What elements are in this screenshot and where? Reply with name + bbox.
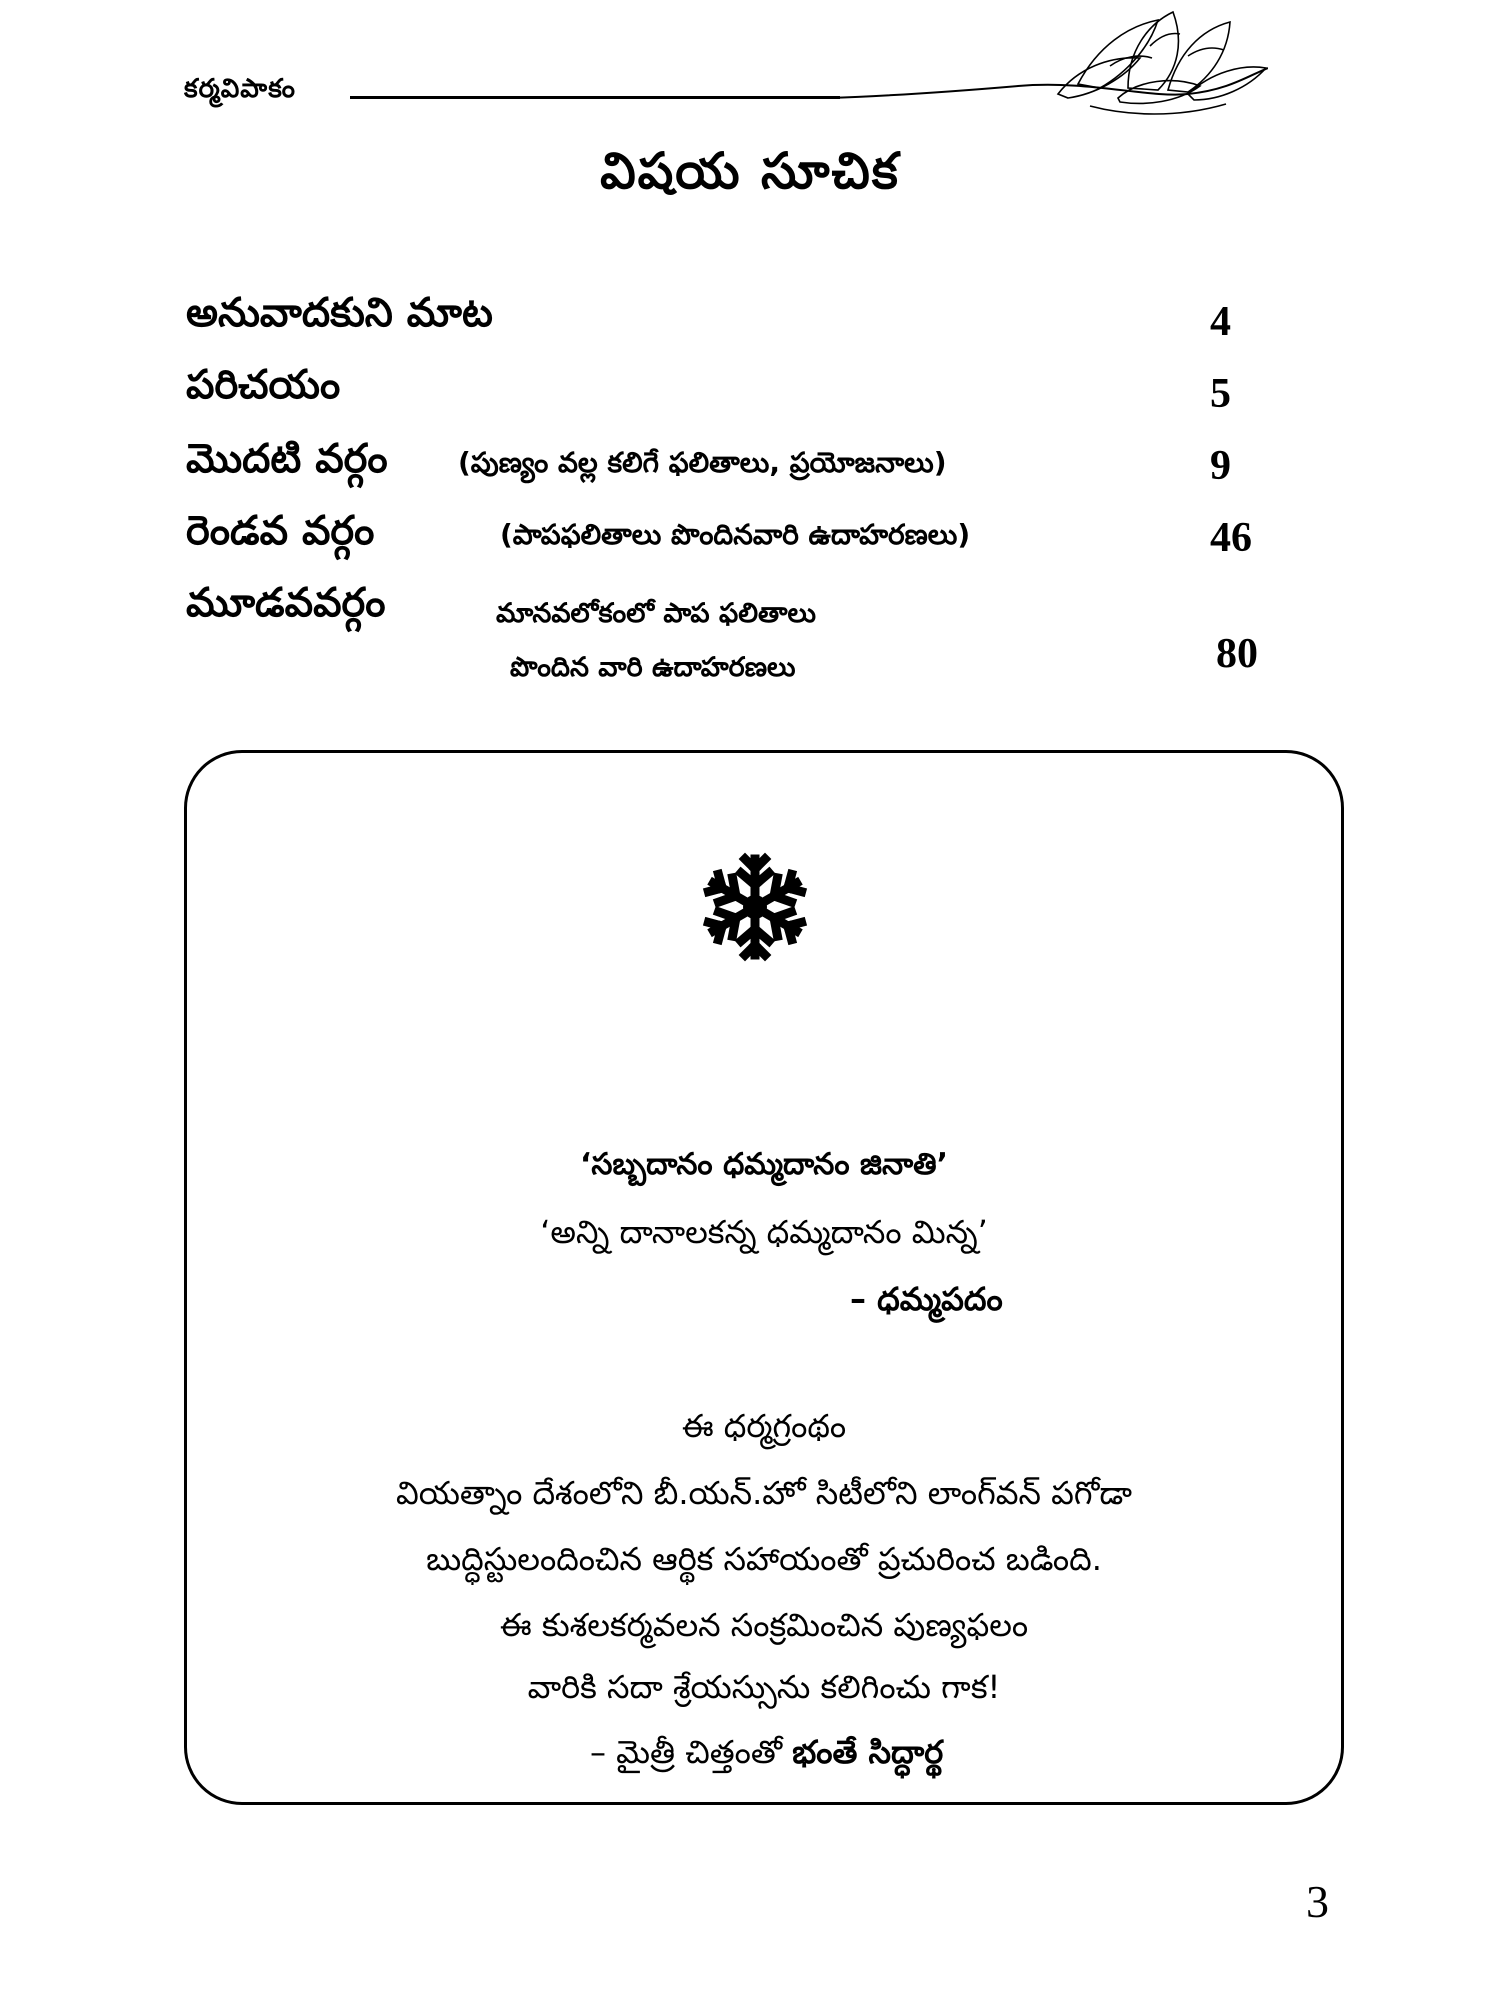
dedication-line: వియత్నాం దేశంలోని బీ.యన్.హో సిటీలోని లాంగ్‌వన్ పగోడా	[395, 1474, 1133, 1512]
signoff-prefix: – మైత్రీ చిత్తంతో	[590, 1733, 783, 1771]
toc-entry-page: 9	[1210, 443, 1231, 489]
header-rule	[350, 96, 840, 99]
lotus-flower-icon	[828, 6, 1268, 136]
dedication-line: వారికి సదా శ్రేయస్సును కలిగించు గాక!	[527, 1668, 1001, 1706]
toc-entry-label: రెండవ వర్గం	[186, 508, 375, 554]
toc-entry	[0, 508, 1500, 568]
snowflake-icon	[700, 852, 810, 962]
toc-entry-subtitle-line2: పొందిన వారి ఉదాహరణలు	[510, 652, 796, 683]
toc-entry-subtitle: (పాపఫలితాలు పొందినవారి ఉదాహరణలు)	[500, 518, 971, 551]
toc-entry-page: 5	[1210, 371, 1231, 417]
toc-entry	[0, 580, 1500, 690]
toc-entry-page: 80	[1216, 631, 1258, 677]
toc-entry-page: 46	[1210, 515, 1252, 561]
dedication-line: ఈ కుశలకర్మవలన సంక్రమించిన పుణ్యఫలం	[499, 1606, 1029, 1644]
toc-entry	[0, 362, 1500, 422]
toc-entry-label: పరిచయం	[186, 362, 341, 408]
signoff-name: భంతే సిద్ధార్థ	[792, 1733, 944, 1771]
quote-pali: ‘సబ్బదానం ధమ్మదానం జినాతి’	[580, 1147, 948, 1182]
toc-entry	[0, 436, 1500, 496]
toc-entry-subtitle: (పుణ్యం వల్ల కలిగే ఫలితాలు, ప్రయోజనాలు)	[458, 446, 947, 479]
quote-source: – ధమ్మపదం	[850, 1280, 1003, 1318]
toc-entry-page: 4	[1210, 299, 1231, 345]
running-header-title: కర్మవిపాకం	[184, 74, 296, 104]
toc-title: విషయ సూచిక	[600, 142, 900, 200]
quote-telugu: ‘అన్ని దానాలకన్న ధమ్మదానం మిన్న’	[540, 1213, 988, 1251]
page-number: 3	[1306, 1876, 1329, 1927]
toc-entry	[0, 290, 1500, 350]
toc-entry-label: మూడవవర్గం	[186, 580, 386, 626]
signoff	[590, 1733, 943, 1779]
toc-entry-label: మొదటి వర్గం	[186, 436, 388, 482]
dedication-line: ఈ ధర్మగ్రంథం	[681, 1407, 847, 1445]
toc-entry-subtitle: మానవలోకంలో పాప ఫలితాలు	[496, 598, 817, 629]
toc-entry-label: అనువాదకుని మాట	[186, 290, 493, 336]
dedication-line: బుద్ధిస్టులందించిన ఆర్థిక సహాయంతో ప్రచురించ బడింది.	[426, 1540, 1102, 1578]
